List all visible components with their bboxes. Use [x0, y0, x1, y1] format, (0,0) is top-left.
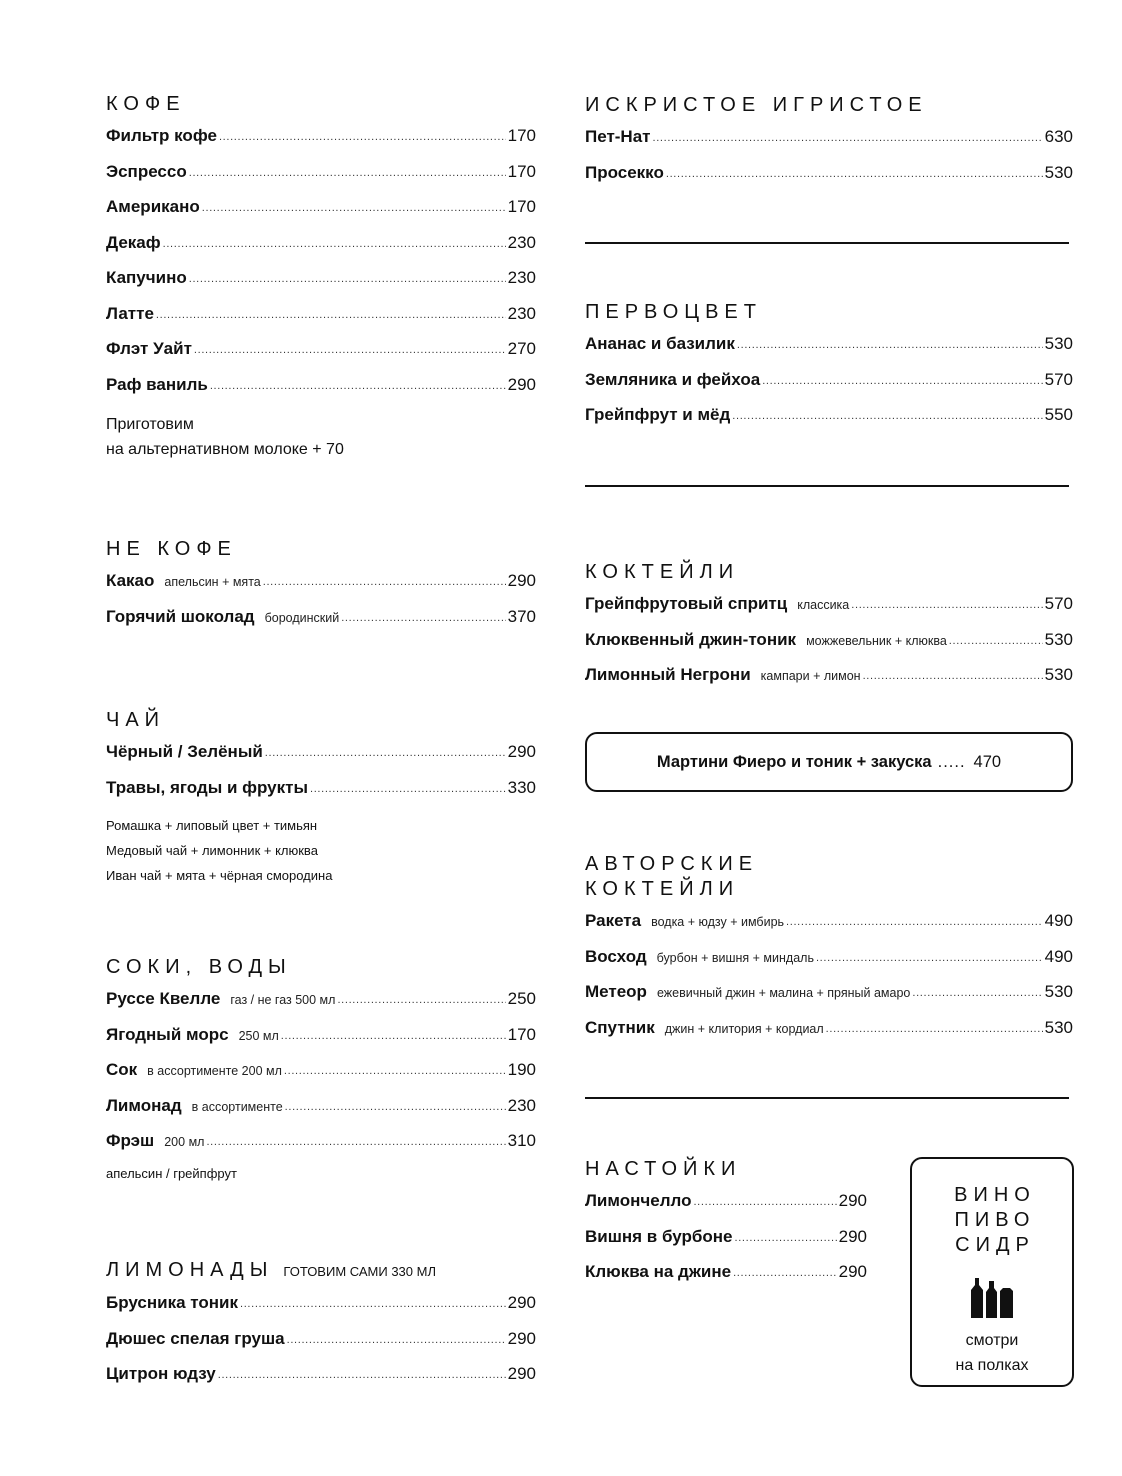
alt-milk-note-line1: Приготовим: [106, 416, 194, 433]
menu-item: [585, 1262, 867, 1298]
menu-item: [106, 607, 536, 643]
promo-dots: .....: [937, 752, 966, 771]
item-note: газ / не газ 500 мл: [230, 993, 336, 1007]
item-note: ежевичный джин + малина + пряный амаро: [656, 986, 911, 1000]
menu-item: [106, 339, 536, 375]
menu-item: [585, 163, 1073, 199]
item-note: бородинский: [264, 610, 340, 625]
signature-list: [585, 911, 1073, 1053]
item-price: 530: [1044, 982, 1073, 1001]
dot-leader: [265, 741, 506, 761]
dot-leader: [218, 1363, 506, 1383]
menu-item: [106, 304, 536, 340]
item-price: 530: [1044, 334, 1073, 353]
menu-item: [106, 742, 536, 778]
section-title-liqueurs: НАСТОЙКИ: [585, 1158, 742, 1180]
dot-leader: [240, 1292, 506, 1312]
item-price: 230: [507, 1095, 536, 1115]
menu-item: [585, 630, 1073, 666]
item-name: Спутник: [585, 1017, 655, 1037]
dot-leader: [202, 196, 506, 216]
item-name: Просекко: [585, 162, 664, 182]
item-note: 250 мл: [238, 1028, 279, 1043]
menu-item: [106, 268, 536, 304]
item-price: 550: [1044, 405, 1073, 424]
bottles-icon: [912, 1278, 1072, 1318]
menu-item: [585, 405, 1073, 441]
menu-item: [106, 1293, 536, 1329]
dot-leader: [287, 1328, 506, 1348]
menu-item: [585, 370, 1073, 406]
dot-leader: [786, 910, 1043, 930]
item-name: Эспрессо: [106, 161, 187, 181]
pervotsvet-list: [585, 334, 1073, 441]
section-liqueurs: [585, 1157, 867, 1298]
item-name: Грейпфрут и мёд: [585, 405, 731, 424]
menu-item: [585, 127, 1073, 163]
menu-item: [106, 1025, 536, 1061]
lemonades-title: ЛИМОНАДЫ: [106, 1259, 274, 1281]
dot-leader: [863, 664, 1043, 684]
item-name: Какао: [106, 571, 155, 590]
item-name: Раф ваниль: [106, 374, 208, 394]
section-not-coffee: [106, 537, 536, 642]
item-price: 290: [507, 742, 536, 761]
juices-list: [106, 989, 536, 1167]
dot-leader: [693, 1190, 836, 1210]
item-price: 170: [507, 126, 536, 145]
cider-label: СИДР: [955, 1234, 1035, 1256]
item-name: Дюшес спелая груша: [106, 1328, 285, 1348]
section-title-signature-line2: КОКТЕЙЛИ: [585, 878, 740, 900]
item-price: 170: [507, 1024, 536, 1044]
section-lemonades: [106, 1258, 536, 1400]
item-price: 290: [507, 1328, 536, 1348]
section-title-pervotsvet: ПЕРВОЦВЕТ: [585, 301, 762, 323]
section-title-sparkling: ИСКРИСТОЕ ИГРИСТОЕ: [585, 94, 928, 116]
item-name: Клюквенный джин-тоник: [585, 629, 797, 649]
item-note: 200 мл: [164, 1135, 205, 1149]
dot-leader: [281, 1024, 506, 1044]
item-price: 290: [507, 571, 536, 590]
dot-leader: [189, 161, 506, 181]
alt-milk-note-line2: на альтернативном молоке + 70: [106, 441, 344, 458]
menu-item: [106, 162, 536, 198]
item-note: в ассортименте: [191, 1099, 283, 1114]
tea-note: Иван чай + мята + чёрная смородина: [106, 868, 333, 883]
section-title-signature-line1: АВТОРСКИЕ: [585, 853, 759, 875]
item-note: джин + клитория + кордиал: [664, 1021, 824, 1036]
item-name: Лимонный Негрони: [585, 665, 751, 684]
divider: [585, 1097, 1069, 1099]
item-price: 290: [507, 1364, 536, 1383]
item-name: Клюква на джине: [585, 1262, 732, 1281]
section-pervotsvet: [585, 300, 1073, 441]
item-name: Восход: [585, 946, 647, 966]
item-name: Чёрный / Зелёный: [106, 742, 263, 761]
item-price: 230: [507, 303, 536, 323]
item-name: Вишня в бурбоне: [585, 1226, 733, 1246]
item-name: Американо: [106, 197, 200, 216]
item-price: 490: [1044, 946, 1073, 966]
menu-item: [106, 1329, 536, 1365]
dot-leader: [816, 946, 1043, 966]
dot-leader: [219, 125, 506, 145]
item-note: можжевельник + клюква: [806, 633, 947, 648]
coffee-list: [106, 126, 536, 410]
item-note: бурбон + вишня + миндаль: [656, 950, 814, 965]
wine-beer-cider-box: [910, 1157, 1074, 1387]
menu-item: [106, 989, 536, 1025]
item-name: Латте: [106, 303, 154, 323]
liqueurs-list: [585, 1191, 867, 1298]
menu-item: [106, 1096, 536, 1132]
item-price: 290: [507, 374, 536, 394]
dot-leader: [163, 232, 506, 252]
tea-note: Ромашка + липовый цвет + тимьян: [106, 818, 318, 833]
item-name: Ананас и базилик: [585, 334, 735, 353]
menu-item: [106, 1060, 536, 1096]
item-price: 270: [507, 339, 536, 358]
dot-leader: [189, 267, 506, 287]
dot-leader: [762, 369, 1042, 389]
section-juices: [106, 955, 536, 1186]
bottles-icon-svg: [967, 1278, 1017, 1318]
section-title-cocktails: КОКТЕЙЛИ: [585, 561, 740, 583]
section-title-tea: ЧАЙ: [106, 709, 166, 731]
beer-label: ПИВО: [954, 1209, 1036, 1231]
menu-item: [106, 571, 536, 607]
lemonades-subtitle: ГОТОВИМ САМИ 330 МЛ: [283, 1264, 436, 1279]
menu-item: [106, 778, 536, 814]
section-sparkling: [585, 93, 1073, 198]
dot-leader: [341, 606, 505, 626]
item-name: Руссе Квелле: [106, 989, 221, 1008]
item-price: 330: [507, 777, 536, 797]
item-price: 290: [507, 1293, 536, 1312]
dot-leader: [263, 570, 506, 590]
wine-caption-line2: на полках: [955, 1357, 1029, 1374]
wine-caption: [912, 1328, 1072, 1378]
section-tea: [106, 708, 536, 888]
section-title-coffee: КОФЕ: [106, 93, 186, 115]
item-name: Флэт Уайт: [106, 339, 192, 358]
item-price: 230: [507, 268, 536, 287]
divider: [585, 485, 1069, 487]
dot-leader: [206, 1130, 505, 1150]
dot-leader: [734, 1226, 836, 1246]
wine-label: ВИНО: [954, 1184, 1036, 1206]
section-title-lemonades: [106, 1258, 536, 1284]
item-price: 530: [1044, 162, 1073, 182]
menu-item: [585, 947, 1073, 983]
menu-item: [585, 665, 1073, 701]
menu-item: [585, 1018, 1073, 1054]
menu-item: [106, 233, 536, 269]
dot-leader: [310, 777, 506, 797]
section-cocktails: [585, 560, 1073, 701]
item-name: Травы, ягоды и фрукты: [106, 777, 308, 797]
menu-item: [585, 334, 1073, 370]
item-note: классика: [797, 598, 850, 612]
item-price: 250: [507, 989, 536, 1008]
dot-leader: [732, 404, 1042, 424]
promo-box: [585, 732, 1073, 792]
item-name: Пет-Нат: [585, 127, 651, 146]
not-coffee-list: [106, 571, 536, 642]
item-name: Земляника и фейхоа: [585, 369, 761, 389]
dot-leader: [194, 338, 506, 358]
item-name: Лимончелло: [585, 1191, 692, 1210]
dot-leader: [733, 1261, 837, 1281]
promo-price: 470: [973, 752, 1002, 771]
wine-words: [912, 1183, 1072, 1258]
menu-item: [106, 375, 536, 411]
section-signature: [585, 852, 1073, 1053]
item-note: кампари + лимон: [760, 669, 861, 683]
dot-leader: [912, 981, 1042, 1001]
item-note: в ассортименте 200 мл: [147, 1064, 282, 1078]
item-price: 310: [507, 1131, 536, 1150]
dot-leader: [949, 629, 1043, 649]
item-price: 570: [1044, 369, 1073, 389]
item-price: 170: [507, 197, 536, 216]
item-name: Сок: [106, 1060, 138, 1079]
item-price: 630: [1044, 127, 1073, 146]
item-name: Декаф: [106, 232, 161, 252]
section-title-not-coffee: НЕ КОФЕ: [106, 538, 237, 560]
promo-text: Мартини Фиеро и тоник + закуска: [656, 752, 932, 771]
menu-item: [585, 1191, 867, 1227]
section-coffee: [106, 92, 536, 462]
item-price: 370: [507, 606, 536, 626]
dot-leader: [285, 1095, 506, 1115]
item-name: Фрэш: [106, 1131, 155, 1150]
item-price: 230: [507, 232, 536, 252]
item-name: Горячий шоколад: [106, 606, 255, 626]
item-price: 170: [507, 161, 536, 181]
menu-item: [585, 911, 1073, 947]
dot-leader: [826, 1017, 1043, 1037]
item-price: 290: [838, 1262, 867, 1281]
fresh-note: апельсин / грейпфрут: [106, 1165, 237, 1181]
tea-note: Медовый чай + лимонник + клюква: [106, 843, 318, 858]
menu-item: [106, 197, 536, 233]
item-name: Лимонад: [106, 1095, 182, 1115]
item-name: Брусника тоник: [106, 1293, 238, 1312]
item-note: апельсин + мята: [164, 575, 261, 589]
dot-leader: [653, 126, 1043, 146]
item-price: 290: [838, 1226, 867, 1246]
item-price: 490: [1044, 911, 1073, 930]
menu-item: [585, 982, 1073, 1018]
dot-leader: [851, 593, 1042, 613]
sparkling-list: [585, 127, 1073, 198]
tea-list: [106, 742, 536, 813]
item-name: Фильтр кофе: [106, 126, 217, 145]
dot-leader: [156, 303, 506, 323]
item-name: Ягодный морс: [106, 1024, 229, 1044]
section-title-juices: СОКИ, ВОДЫ: [106, 956, 292, 978]
dot-leader: [666, 162, 1043, 182]
dot-leader: [284, 1059, 506, 1079]
item-name: Метеор: [585, 982, 647, 1001]
item-price: 290: [838, 1191, 867, 1210]
item-price: 530: [1044, 629, 1073, 649]
item-name: Ракета: [585, 911, 642, 930]
item-name: Капучино: [106, 268, 187, 287]
dot-leader: [737, 333, 1043, 353]
cocktails-list: [585, 594, 1073, 701]
item-name: Грейпфрутовый спритц: [585, 594, 788, 613]
divider: [585, 242, 1069, 244]
dot-leader: [337, 988, 505, 1008]
menu-item: [585, 594, 1073, 630]
item-price: 530: [1044, 1017, 1073, 1037]
item-price: 190: [507, 1060, 536, 1079]
item-price: 570: [1044, 594, 1073, 613]
wine-caption-line1: смотри: [965, 1332, 1019, 1349]
item-name: Цитрон юдзу: [106, 1364, 216, 1383]
dot-leader: [210, 374, 506, 394]
item-note: водка + юдзу + имбирь: [651, 915, 785, 929]
lemonades-list: [106, 1293, 536, 1400]
menu-item: [106, 126, 536, 162]
menu-item: [106, 1364, 536, 1400]
menu-item: [585, 1227, 867, 1263]
item-price: 530: [1044, 665, 1073, 684]
